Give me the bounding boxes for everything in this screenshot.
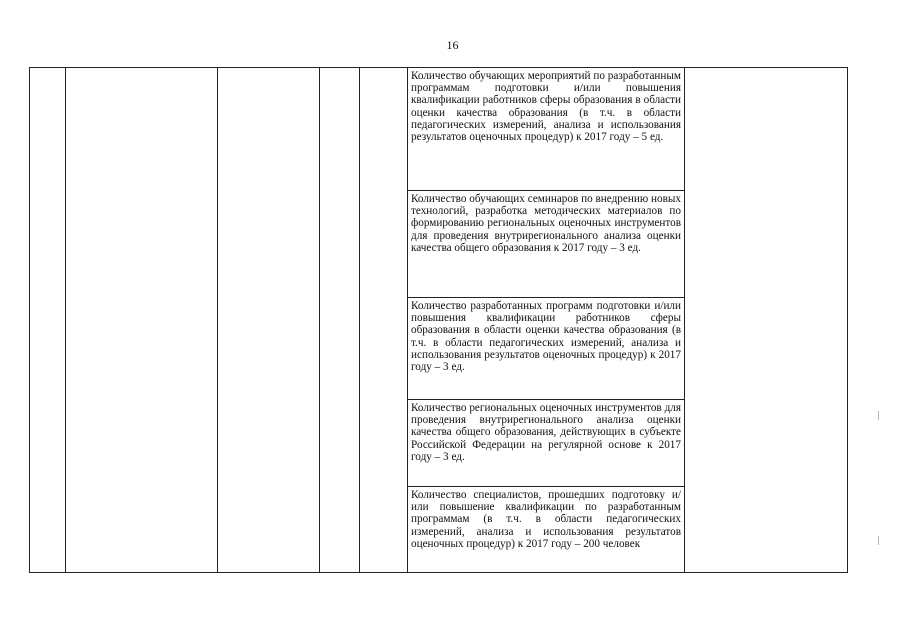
indicator-cell (408, 400, 685, 487)
indicator-text: Количество специалистов, прошедших подготовку и/или повышение квалификации по разработанным программам (в т.ч. в области педагогических измерений, анализа и использования результатов оценочных процедур) к 2017 году – 200 человек (411, 489, 681, 550)
indicator-cell (408, 191, 685, 298)
page-number: 16 (446, 38, 459, 52)
table-cell-column-2 (66, 68, 218, 573)
indicator-text: Количество обучающих мероприятий по разработанным программам подготовки и/или повышения квалификации работников сферы образования в области оценки качества образования (в т.ч. в области педагогических измерений, анализа и использования результатов оценочных процедур) к 2017 году – 5 ед. (411, 70, 681, 144)
indicator-cell (408, 298, 685, 400)
indicator-cell (408, 487, 685, 573)
scan-mark (878, 411, 879, 420)
table-cell-column-7 (685, 68, 848, 573)
indicator-text: Количество разработанных программ подготовки и/или повышения квалификации работников сферы образования в области оценки качества образования (в т.ч. в области педагогических измерений, анализа и использования результатов оценочных процедур) к 2017 году – 3 ед. (411, 300, 681, 374)
indicator-text: Количество обучающих семинаров по внедрению новых технологий, разработка методических материалов по формированию региональных оценочных инструментов для проведения внутрирегионального анализа оценки качества общего образования к 2017 году – 3 ед. (411, 193, 681, 254)
program-indicators-table (29, 67, 848, 573)
table-row (30, 68, 848, 191)
table-cell-column-4 (320, 68, 360, 573)
table-cell-column-5 (360, 68, 408, 573)
table-cell-column-1 (30, 68, 66, 573)
indicator-cell (408, 68, 685, 191)
table-cell-column-3 (218, 68, 320, 573)
indicator-text: Количество региональных оценочных инструментов для проведения внутрирегионального анализа оценки качества общего образования, действующих в субъекте Российской Федерации на регулярной основе к 2017 году – 3 ед. (411, 402, 681, 463)
scan-mark (878, 536, 879, 545)
